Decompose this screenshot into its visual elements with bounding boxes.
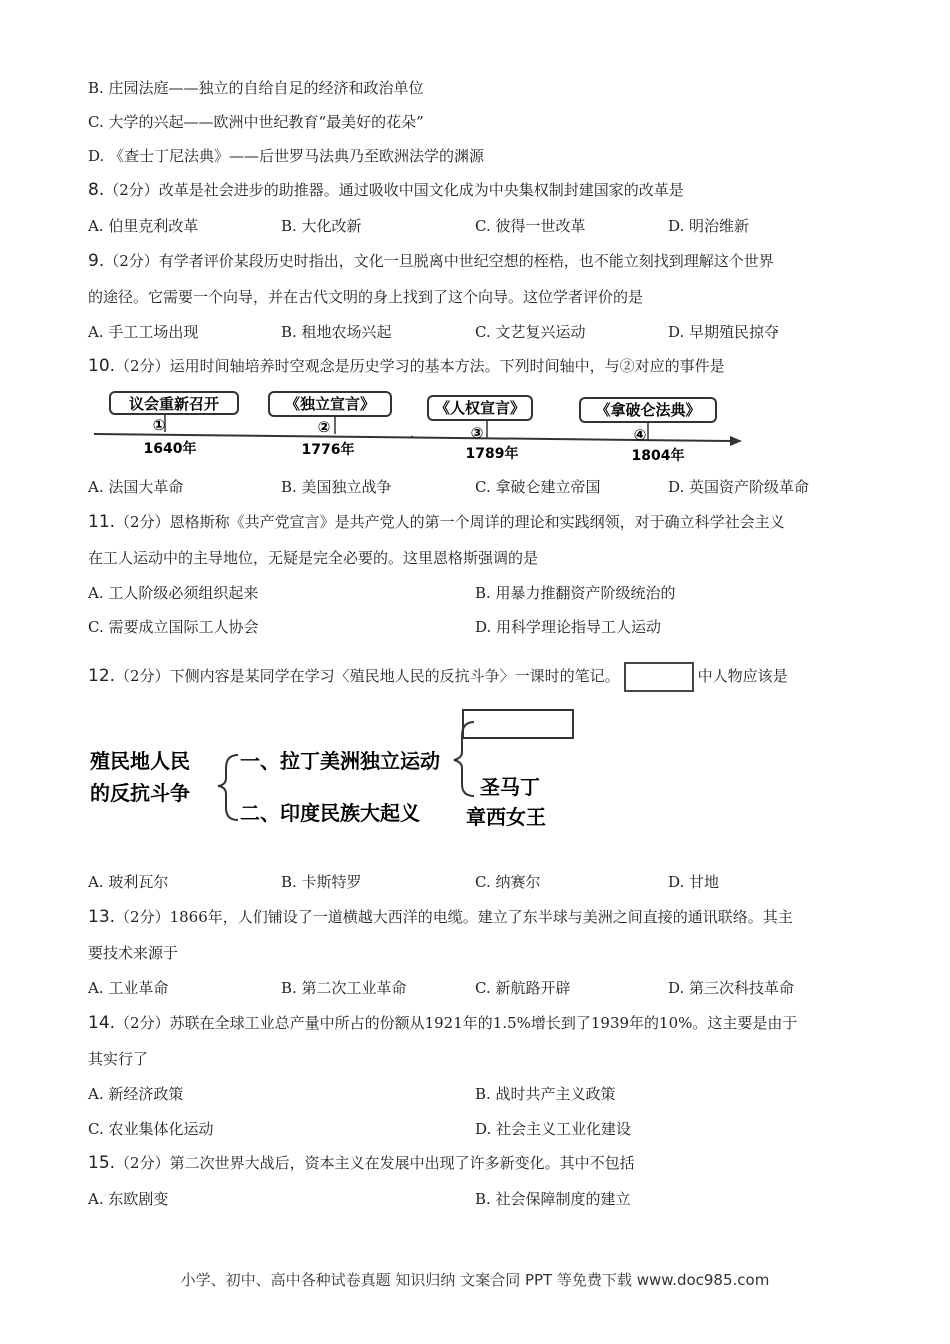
question-9 (88, 251, 774, 271)
question-text: （2分）1866年，人们铺设了一道横越大西洋的电缆。建立了东半球与美洲之间直接的通讯联络。其主 (115, 908, 793, 926)
question-text: （2分）下侧内容是某同学在学习〈殖民地人民的反抗斗争〉一课时的笔记。 (115, 667, 620, 685)
question-text: （2分）恩格斯称《共产党宣言》是共产党人的第一个周详的理论和实践纲领，对于确立科学社会主义 (115, 513, 785, 531)
q12-option-c: C. 纳赛尔 (475, 873, 541, 891)
q13-option-b: B. 第二次工业革命 (281, 979, 407, 997)
q14-option-b: B. 战时共产主义政策 (475, 1085, 616, 1103)
q10-option-d: D. 英国资产阶级革命 (668, 478, 810, 496)
q12-option-b: B. 卡斯特罗 (281, 873, 362, 891)
q13-option-a: A. 工业革命 (88, 979, 169, 997)
question-number: 11. (88, 512, 116, 532)
notes-diagram (88, 700, 588, 840)
question-number: 8. (88, 180, 105, 200)
q8-option-c: C. 彼得一世改革 (475, 217, 586, 235)
event-label: 《独立宣言》 (284, 395, 376, 413)
question-8 (88, 180, 684, 200)
blank-box-diagram (463, 710, 573, 738)
question-13 (88, 907, 793, 927)
option-b-prev: B. 庄园法庭——独立的自给自足的经济和政治单位 (88, 79, 424, 97)
q12-option-d: D. 甘地 (668, 873, 720, 891)
timeline-dot (411, 436, 413, 438)
q11-option-b: B. 用暴力推翻资产阶级统治的 (475, 584, 676, 602)
notes-leaf-2: 章西女王 (466, 805, 546, 829)
question-number: 13. (88, 907, 116, 927)
event-label: 议会重新召开 (128, 395, 220, 413)
q8-option-b: B. 大化改新 (281, 217, 362, 235)
question-11 (88, 512, 785, 532)
event-year: 1640年 (143, 441, 197, 457)
option-d-prev: D. 《查士丁尼法典》——后世罗马法典乃至欧洲法学的渊源 (88, 147, 485, 165)
question-text: （2分）第二次世界大战后，资本主义在发展中出现了许多新变化。其中不包括 (115, 1154, 635, 1172)
question-text-end: 中人物应该是 (697, 667, 788, 685)
timeline-arrow (730, 436, 742, 446)
event-mark: ④ (633, 426, 647, 444)
q14-option-c: C. 农业集体化运动 (88, 1120, 214, 1138)
question-14-cont: 其实行了 (88, 1050, 149, 1068)
question-text: （2分）改革是社会进步的助推器。通过吸收中国文化成为中央集权制封建国家的改革是 (104, 181, 684, 199)
event-mark: ① (152, 416, 166, 434)
q9-option-a: A. 手工工场出现 (88, 323, 199, 341)
q14-option-d: D. 社会主义工业化建设 (475, 1120, 632, 1138)
timeline-event-3 (428, 396, 532, 462)
notes-root-line1: 殖民地人民 (90, 749, 190, 773)
q12-option-a: A. 玻利瓦尔 (88, 873, 169, 891)
question-9-cont: 的途径。它需要一个向导，并在古代文明的身上找到了这个向导。这位学者评价的是 (88, 288, 644, 306)
event-year: 1776年 (301, 442, 355, 458)
option-c-prev: C. 大学的兴起——欧洲中世纪教育“最美好的花朵” (88, 113, 424, 131)
page-footer: 小学、初中、高中各种试卷真题 知识归纳 文案合同 PPT 等免费下载 www.doc985.com (180, 1271, 770, 1289)
question-number: 9. (88, 251, 105, 271)
answer-blank-box (624, 662, 694, 692)
question-text: （2分）苏联在全球工业总产量中所占的份额从1921年的1.5%增长到了1939年的10%。这主要是由于 (115, 1014, 798, 1032)
notes-branch-2: 二、印度民族大起义 (240, 801, 420, 825)
question-10 (88, 356, 725, 376)
q14-option-a: A. 新经济政策 (88, 1085, 184, 1103)
question-number: 14. (88, 1013, 116, 1033)
q9-option-d: D. 早期殖民掠夺 (668, 323, 780, 341)
event-label: 《人权宣言》 (434, 399, 526, 417)
q13-option-d: D. 第三次科技革命 (668, 979, 795, 997)
q8-option-a: A. 伯里克利改革 (88, 217, 199, 235)
q11-option-d: D. 用科学理论指导工人运动 (475, 618, 662, 636)
notes-leaf-1: 圣马丁 (480, 775, 540, 799)
timeline-event-4 (580, 398, 716, 464)
timeline-event-1 (110, 392, 238, 457)
question-text: （2分）运用时间轴培养时空观念是历史学习的基本方法。下列时间轴中，与②对应的事件是 (115, 357, 725, 375)
q9-option-c: C. 文艺复兴运动 (475, 323, 586, 341)
event-mark: ③ (470, 424, 484, 442)
timeline-event-2 (269, 392, 391, 458)
q15-option-b: B. 社会保障制度的建立 (475, 1190, 631, 1208)
question-number: 12. (88, 666, 116, 686)
q9-option-b: B. 租地农场兴起 (281, 323, 392, 341)
question-12 (88, 662, 788, 692)
question-13-cont: 要技术来源于 (88, 944, 179, 962)
question-number: 15. (88, 1153, 116, 1173)
q10-option-c: C. 拿破仑建立帝国 (475, 478, 601, 496)
q10-option-a: A. 法国大革命 (88, 478, 184, 496)
q11-option-a: A. 工人阶级必须组织起来 (88, 584, 259, 602)
event-mark: ② (317, 418, 331, 436)
q13-option-c: C. 新航路开辟 (475, 979, 571, 997)
bracket-main (218, 755, 238, 820)
question-text: （2分）有学者评价某段历史时指出，文化一旦脱离中世纪空想的桎梏，也不能立刻找到理解这个世界 (104, 252, 774, 270)
question-15 (88, 1153, 635, 1173)
question-number: 10. (88, 356, 116, 376)
q15-option-a: A. 东欧剧变 (88, 1190, 169, 1208)
event-label: 《拿破仑法典》 (595, 401, 701, 419)
q8-option-d: D. 明治维新 (668, 217, 750, 235)
q10-option-b: B. 美国独立战争 (281, 478, 392, 496)
q11-option-c: C. 需要成立国际工人协会 (88, 618, 259, 636)
question-14 (88, 1013, 797, 1033)
event-year: 1804年 (631, 448, 685, 464)
notes-root-line2: 的反抗斗争 (90, 781, 190, 805)
event-year: 1789年 (465, 446, 519, 462)
timeline-figure (90, 388, 750, 468)
question-11-cont: 在工人运动中的主导地位，无疑是完全必要的。这里恩格斯强调的是 (88, 549, 539, 567)
notes-branch-1: 一、拉丁美洲独立运动 (240, 749, 440, 773)
